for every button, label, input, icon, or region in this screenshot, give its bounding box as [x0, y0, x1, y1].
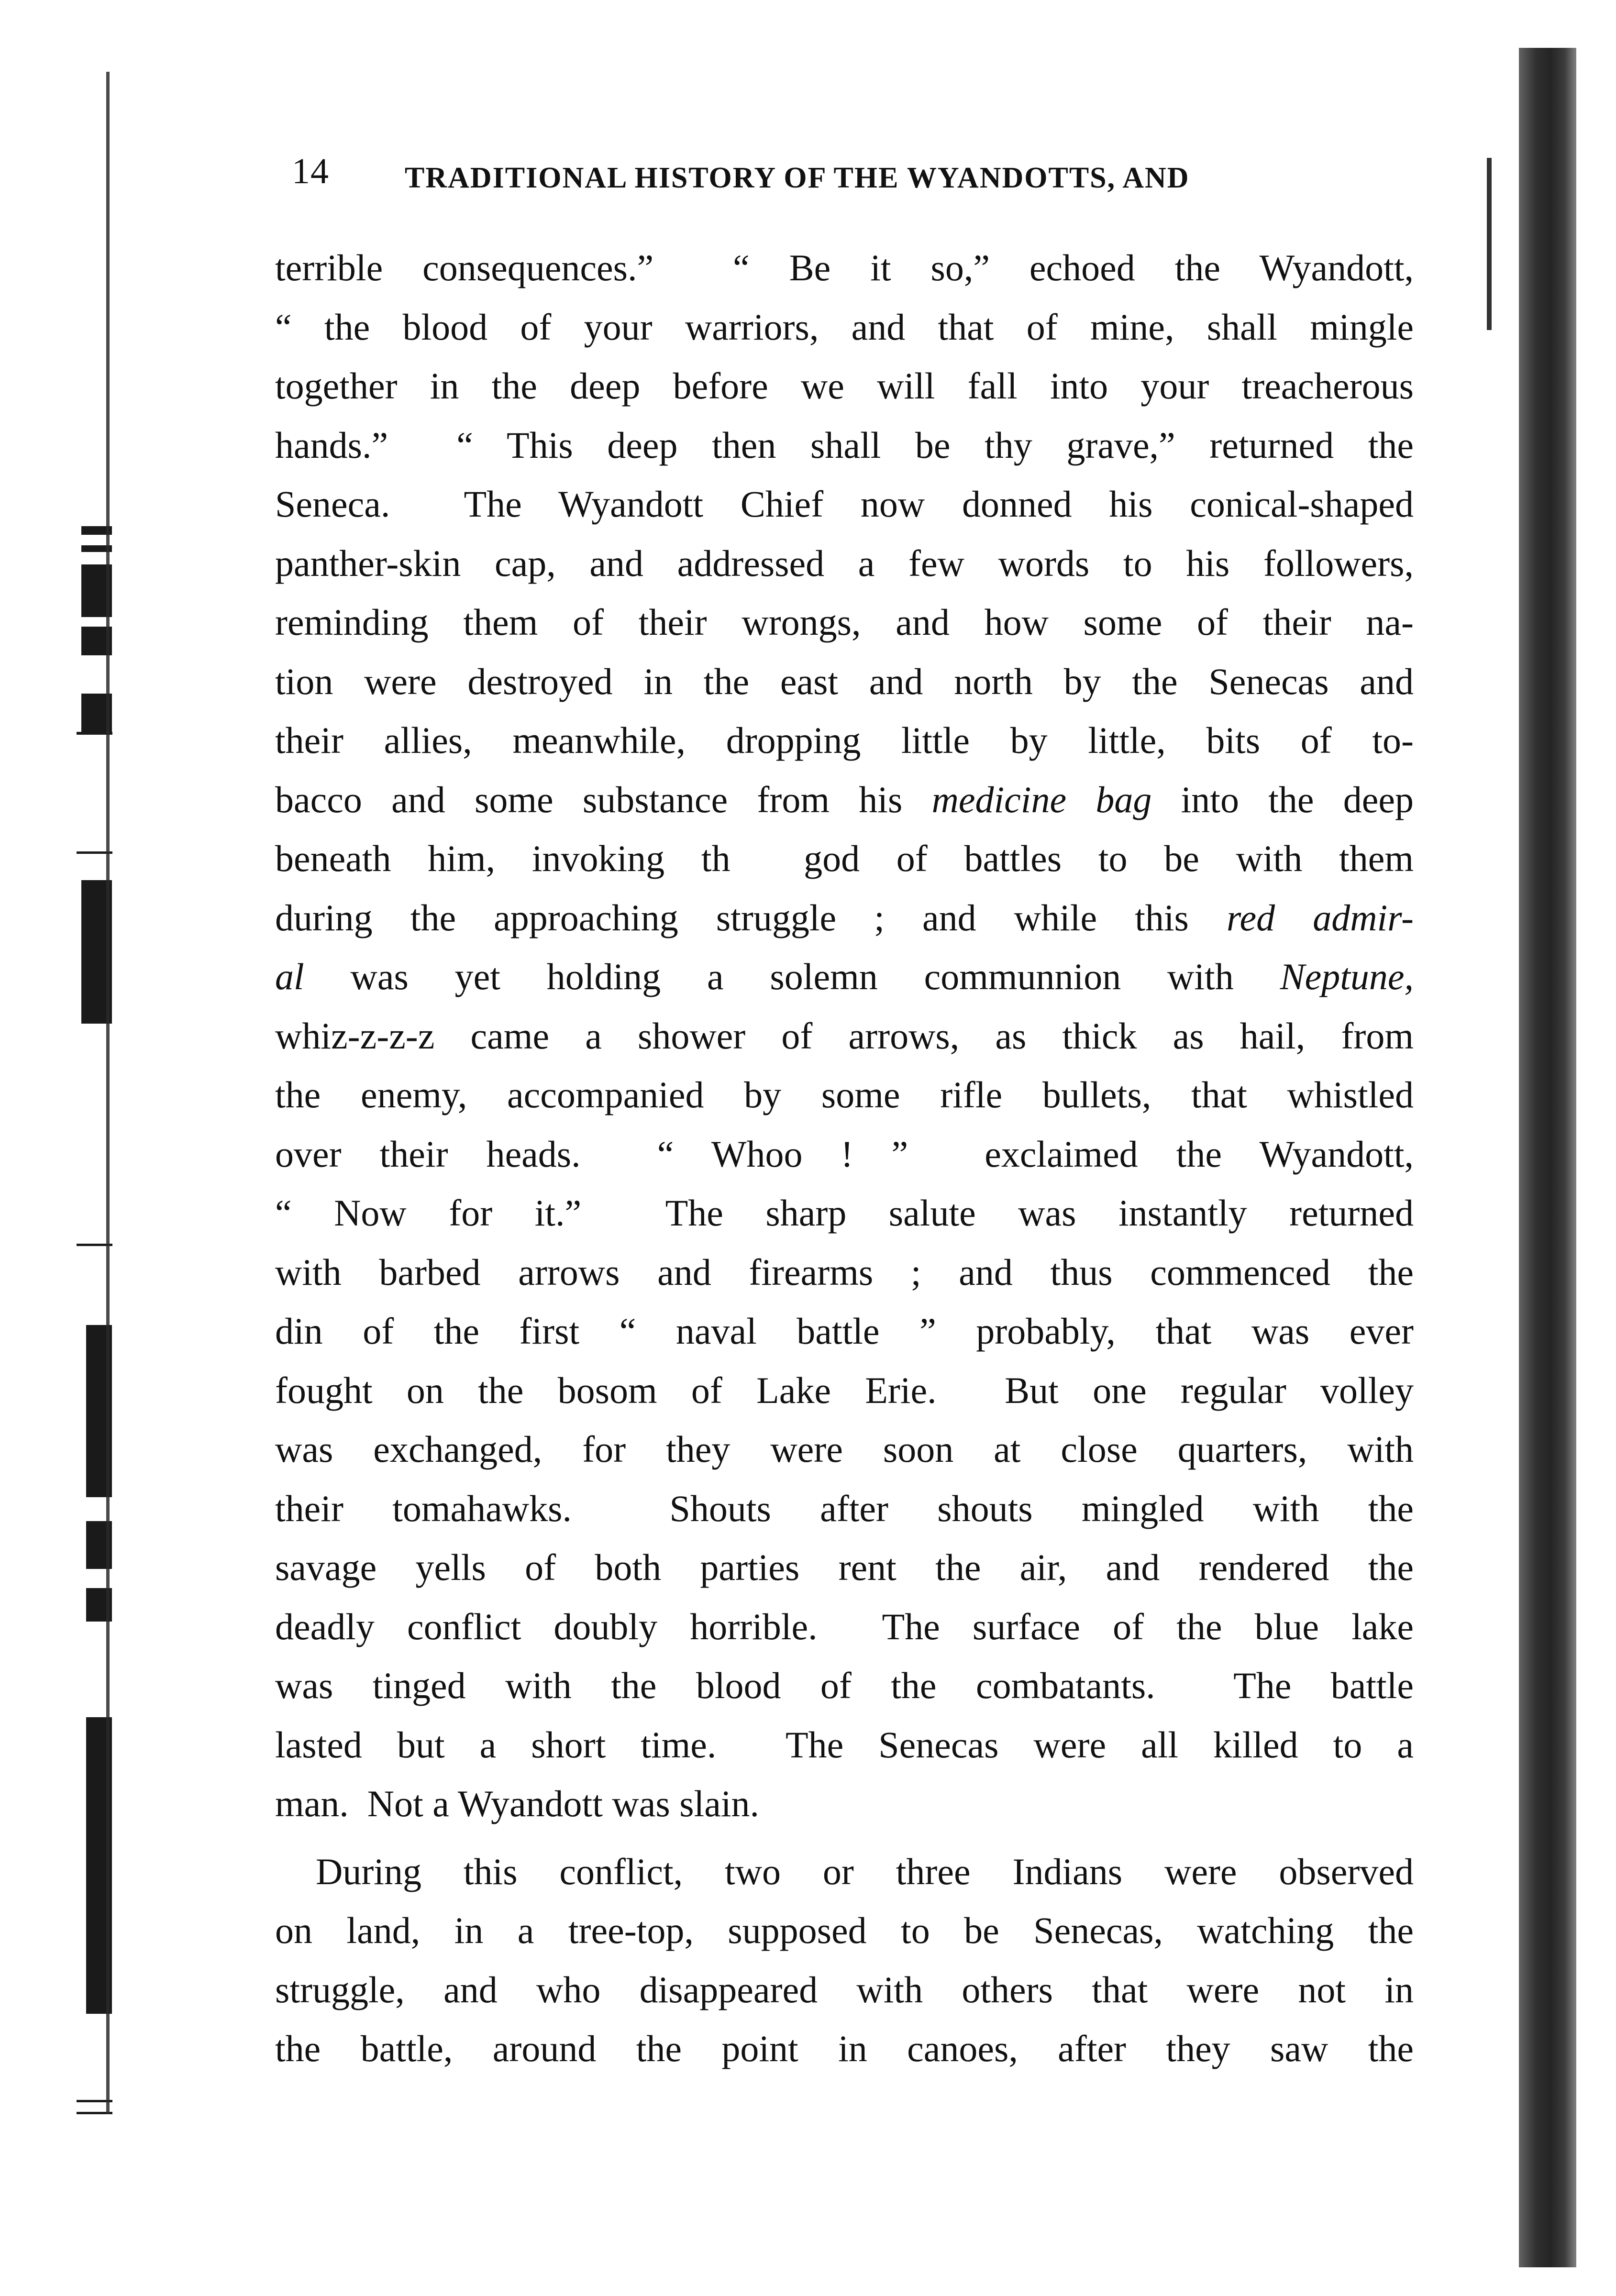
text-line: [275, 593, 1414, 652]
text-segment: hands.” “ This deep then shall be thy grave,” returned the: [275, 424, 1414, 466]
text-segment: During this conflict, two or three Indians were observed: [316, 1850, 1414, 1892]
text-segment: was yet holding a solemn communnion with: [304, 956, 1280, 997]
paragraph-gap: [275, 1833, 1414, 1842]
text-line: [275, 1842, 1414, 1901]
text-line: [275, 534, 1414, 593]
text-segment: the battle, around the point in canoes, after they saw the: [275, 2028, 1414, 2069]
text-line: [275, 238, 1414, 298]
text-line: [275, 888, 1414, 948]
page-number: 14: [292, 151, 329, 191]
text-segment: their tomahawks. Shouts after shouts mingled with the: [275, 1487, 1414, 1529]
text-line: [275, 1065, 1414, 1125]
text-line: [275, 1420, 1414, 1479]
running-head: TRADITIONAL HISTORY OF THE WYANDOTTS, AND: [405, 162, 1190, 194]
text-line: [275, 1243, 1414, 1302]
text-segment: was exchanged, for they were soon at close quarters, with: [275, 1428, 1414, 1470]
text-line: [275, 1361, 1414, 1420]
text-line: [275, 416, 1414, 475]
text-segment: savage yells of both parties rent the air, and rendered the: [275, 1546, 1414, 1588]
text-segment: on land, in a tree-top, supposed to be Senecas, watching the: [275, 1910, 1414, 1951]
text-line: [275, 1656, 1414, 1715]
text-line: [275, 1183, 1414, 1243]
text-line: [275, 1538, 1414, 1597]
text-line: [275, 829, 1414, 888]
italic-text: al: [275, 956, 304, 997]
text-segment: “ Now for it.” The sharp salute was instantly returned: [275, 1192, 1414, 1234]
text-line: [275, 1774, 1414, 1833]
text-segment: over their heads. “ Whoo ! ” exclaimed the Wyandott,: [275, 1133, 1414, 1175]
text-line: [275, 298, 1414, 357]
text-segment: tion were destroyed in the east and north by the Senecas and: [275, 660, 1414, 702]
text-line: [275, 1901, 1414, 1960]
text-segment: “ the blood of your warriors, and that of mine, shall mingle: [275, 306, 1414, 348]
text-segment: was tinged with the blood of the combatants. The battle: [275, 1665, 1414, 1706]
text-line: [275, 770, 1414, 829]
text-segment: man. Not a Wyandott was slain.: [275, 1783, 760, 1824]
text-segment: bacco and some substance from his: [275, 778, 932, 820]
italic-text: red admir-: [1227, 896, 1414, 938]
text-line: [275, 1479, 1414, 1538]
text-line: [275, 1960, 1414, 2020]
scan-right-edge: [1519, 48, 1576, 2267]
text-line: [275, 1006, 1414, 1066]
text-line: [275, 356, 1414, 416]
text-segment: panther-skin cap, and addressed a few words to his followers,: [275, 542, 1414, 584]
scan-right-mark: [1487, 158, 1492, 330]
text-line: [275, 1125, 1414, 1184]
body-text: [275, 238, 1414, 2078]
text-segment: into the deep: [1151, 778, 1414, 820]
text-segment: deadly conflict doubly horrible. The surface of the blue lake: [275, 1605, 1414, 1647]
text-segment: with barbed arrows and firearms ; and thus commenced the: [275, 1251, 1414, 1293]
page-header: [292, 151, 1335, 203]
paragraph: [275, 1842, 1414, 2078]
text-segment: during the approaching struggle ; and while this: [275, 896, 1227, 938]
text-segment: their allies, meanwhile, dropping little by little, bits of to-: [275, 719, 1414, 761]
text-line: [275, 1302, 1414, 1361]
scan-binding-strip: [33, 67, 129, 2248]
text-segment: terrible consequences.” “ Be it so,” echoed the Wyandott,: [275, 247, 1414, 288]
text-segment: Seneca. The Wyandott Chief now donned his conical-shaped: [275, 483, 1414, 525]
paragraph: [275, 238, 1414, 1833]
scan-left-rule: [106, 72, 110, 2114]
text-segment: fought on the bosom of Lake Erie. But one regular volley: [275, 1369, 1414, 1411]
text-segment: lasted but a short time. The Senecas were all killed to a: [275, 1723, 1414, 1766]
text-segment: reminding them of their wrongs, and how some of their na-: [275, 601, 1414, 643]
text-segment: beneath him, invoking th god of battles to be with them: [275, 838, 1414, 879]
text-line: [275, 947, 1414, 1006]
text-line: [275, 711, 1414, 770]
text-line: [275, 475, 1414, 534]
text-line: [275, 1597, 1414, 1656]
text-segment: din of the first “ naval battle ” probably, that was ever: [275, 1310, 1414, 1352]
italic-text: Neptune,: [1280, 956, 1414, 997]
text-segment: together in the deep before we will fall into your treacherous: [275, 365, 1414, 407]
text-line: [275, 2019, 1414, 2078]
text-segment: whiz-z-z-z came a shower of arrows, as thick as hail, from: [275, 1015, 1414, 1057]
italic-text: medicine bag: [931, 778, 1152, 820]
text-segment: struggle, and who disappeared with others that were not in: [275, 1968, 1414, 2010]
text-line: [275, 1715, 1414, 1775]
text-segment: the enemy, accompanied by some rifle bullets, that whistled: [275, 1074, 1414, 1115]
text-line: [275, 652, 1414, 711]
